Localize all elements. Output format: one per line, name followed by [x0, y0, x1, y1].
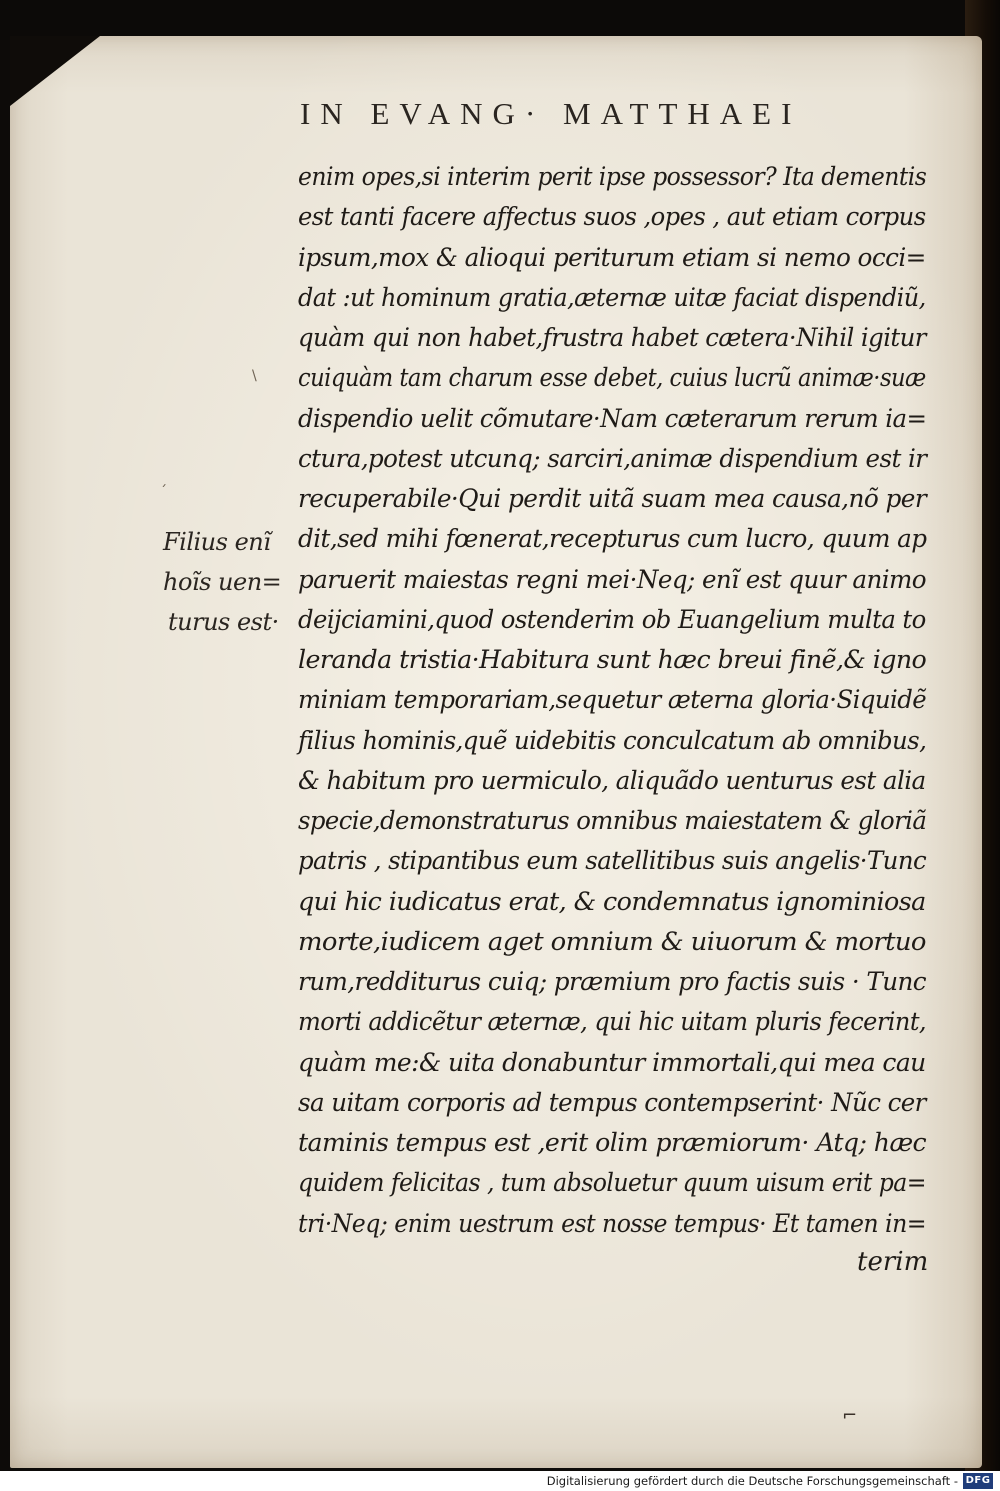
- text-line: qui hic iudicatus erat, & condemnatus ignominiosa: [298, 886, 926, 917]
- margin-note-line: hoĩs uen=: [163, 568, 282, 596]
- text-line: sa uitam corporis ad tempus contempserint· Nũc cer: [298, 1087, 926, 1118]
- text-line: & habitum pro uermiculo, aliquãdo uenturus est alia: [298, 765, 926, 796]
- text-line: specie,demonstraturus omnibus maiestatem & gloriã: [298, 806, 927, 836]
- text-line: quàm qui non habet,frustra habet cætera·Nihil igitur: [298, 323, 926, 353]
- margin-note-line: Filius enĩ: [163, 528, 271, 556]
- text-line: patris , stipantibus eum satellitibus suis angelis·Tunc: [298, 846, 927, 877]
- text-line: enim opes,si interim perit ipse possessor? Ita dementis: [298, 162, 927, 192]
- paper-speck: ´: [160, 484, 167, 500]
- text-line: dit,sed mihi fœnerat,recepturus cum lucro, quum ap: [298, 524, 927, 555]
- text-line: morte,iudicem aget omnium & uiuorum & mortuo: [298, 926, 926, 957]
- text-line: morti addicẽtur æternæ, qui hic uitam pluris fecerint,: [298, 1007, 927, 1038]
- text-line: filius hominis,quẽ uidebitis conculcatum ab omnibus,: [298, 725, 927, 756]
- text-line: cuiquàm tam charum esse debet, cuius lucrũ animæ·suæ: [298, 363, 926, 394]
- running-head: IN EVANG· MATTHAEI: [300, 96, 802, 131]
- scan-top-shadow: [0, 0, 1000, 40]
- text-line: tri·Neq; enim uestrum est nosse tempus· Et tamen in=: [298, 1208, 927, 1239]
- text-line: est tanti facere affectus suos ,opes , aut etiam corpus: [298, 202, 926, 233]
- margin-note-line: turus est·: [168, 608, 279, 636]
- paper-speck: ⌐: [842, 1405, 858, 1426]
- dfg-logo: DFG: [963, 1473, 993, 1489]
- paper-speck: \: [252, 368, 257, 384]
- folded-corner: [10, 36, 100, 106]
- text-line: paruerit maiestas regni mei·Neq; enĩ est quur animo: [298, 564, 927, 595]
- text-line: dat :ut hominum gratia,æternæ uitæ faciat dispendiũ,: [298, 282, 926, 313]
- text-line: taminis tempus est ,erit olim præmiorum· Atq; hæc: [298, 1128, 927, 1158]
- text-line: leranda tristia·Habitura sunt hæc breui finẽ,& igno: [298, 645, 927, 675]
- catchword: terim: [857, 1247, 929, 1277]
- text-line: ctura,potest utcunq; sarciri,animæ dispendium est ir: [298, 443, 927, 474]
- text-line: deijciamini,quod ostenderim ob Euangelium multa to: [298, 604, 926, 635]
- text-line: miniam temporariam,sequetur æterna gloria·Siquidẽ: [298, 685, 927, 716]
- text-line: rum,redditurus cuiq; præmium pro factis suis · Tunc: [298, 967, 926, 997]
- footer-credit: Digitalisierung gefördert durch die Deutsche Forschungsgemeinschaft -: [546, 1474, 958, 1488]
- text-line: dispendio uelit cõmutare·Nam cæterarum rerum ia=: [298, 403, 927, 434]
- text-line: recuperabile·Qui perdit uitã suam mea causa,nõ per: [298, 484, 927, 514]
- text-line: ipsum,mox & alioqui periturum etiam si nemo occi=: [298, 242, 926, 273]
- text-line: quidem felicitas , tum absoluetur quum uisum erit pa=: [298, 1168, 927, 1199]
- text-line: quàm me:& uita donabuntur immortali,qui mea cau: [298, 1047, 926, 1078]
